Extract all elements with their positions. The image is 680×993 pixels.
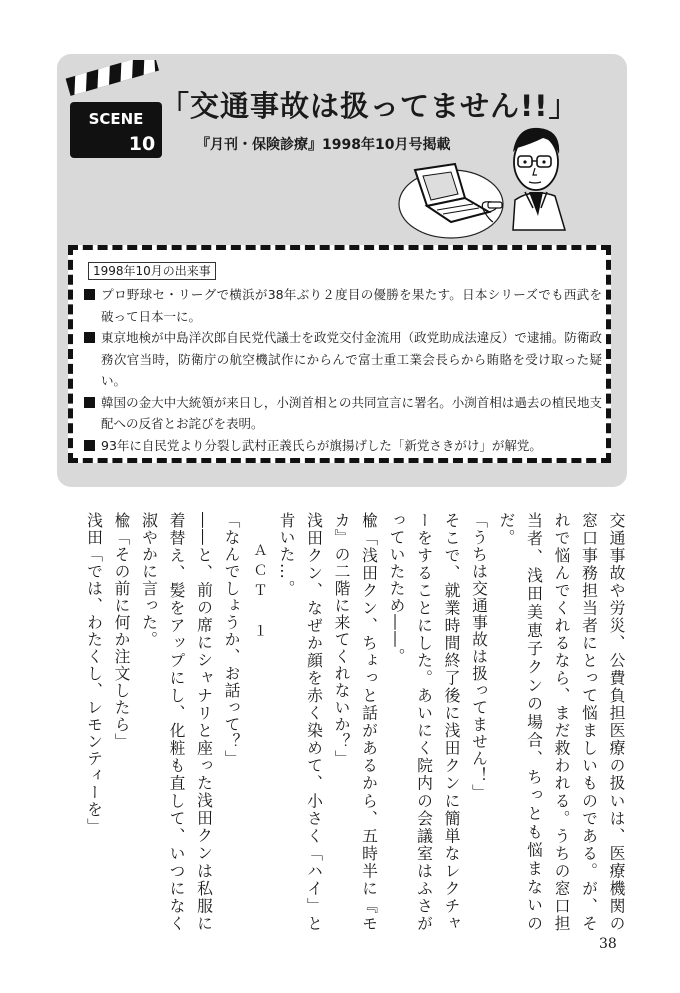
page-number: 38 <box>599 936 617 952</box>
events-list <box>84 284 602 456</box>
body-paragraph: 「うちは交通事故は扱ってません！」 <box>469 512 489 801</box>
body-paragraph: そこで、就業時間終了後に浅田クンに簡単なレクチャーをすることにした。あいにく院内の会議室はふさがっていたため――。 <box>387 512 461 932</box>
main-vertical-text <box>70 512 630 932</box>
act-heading: ＡＣＴ １ <box>251 542 268 643</box>
body-paragraph: 「なんでしょうか、お話って？」 <box>222 512 241 767</box>
event-item: 93年に自民党より分裂し武村正義氏らが旗揚げした「新党さきがけ」が解党。 <box>84 435 602 457</box>
event-item: 東京地検が中島洋次郎自民党代議士を政党交付金流用（政党助成法違反）で逮捕。防衛政務次官当時，防衛庁の航空機試作にからんで富士重工業会長らから賄賂を受け取った疑い。 <box>84 327 602 392</box>
event-item: 韓国の金大中大統領が来日し，小渕首相との共同宣言に署名。小渕首相は過去の植民地支配への反省とお詫びを表明。 <box>84 392 602 435</box>
doctor-with-laptop-illustration <box>393 112 583 242</box>
source-citation: 『月刊・保険診療』1998年10月号掲載 <box>196 137 451 153</box>
body-paragraph: 浅田「では、わたくし、レモンティーを」 <box>84 512 104 835</box>
body-paragraph: 楡「浅田クン、ちょっと話があるから、五時半に『モカ』の二階に来てくれないか？」 <box>332 512 379 932</box>
event-item: プロ野球セ・リーグで横浜が38年ぶり２度目の優勝を果たす。日本シリーズでも西武を破って日本一に。 <box>84 284 602 327</box>
body-paragraph: 楡「その前に何か注文したら」 <box>112 512 131 750</box>
events-heading: 1998年10月の出来事 <box>88 262 216 280</box>
body-paragraph: 浅田クン、なぜか顔を赤く染めて、小さく「ハイ」と肯いた…。 <box>277 512 324 932</box>
scene-title: 「交通事故は扱ってません!!」 <box>160 89 579 123</box>
scene-label: SCENE <box>88 110 144 128</box>
clapperboard-icon <box>58 60 168 170</box>
scene-number: 10 <box>128 133 156 155</box>
body-paragraph: ――と、前の席にシャナリと座った浅田クンは私服に着替え、髪をアップにし、化粧も直して、いつになく淑やかに言った。 <box>139 512 214 932</box>
body-paragraph: 交通事故や労災、公費負担医療の扱いは、医療機関の窓口事務担当者にとって悩ましいものである。が、それで悩んでくれるなら、まだ救われる。うちの窓口担当者、浅田美恵子クンの場合、ちっとも悩まないのだ。 <box>497 512 626 932</box>
